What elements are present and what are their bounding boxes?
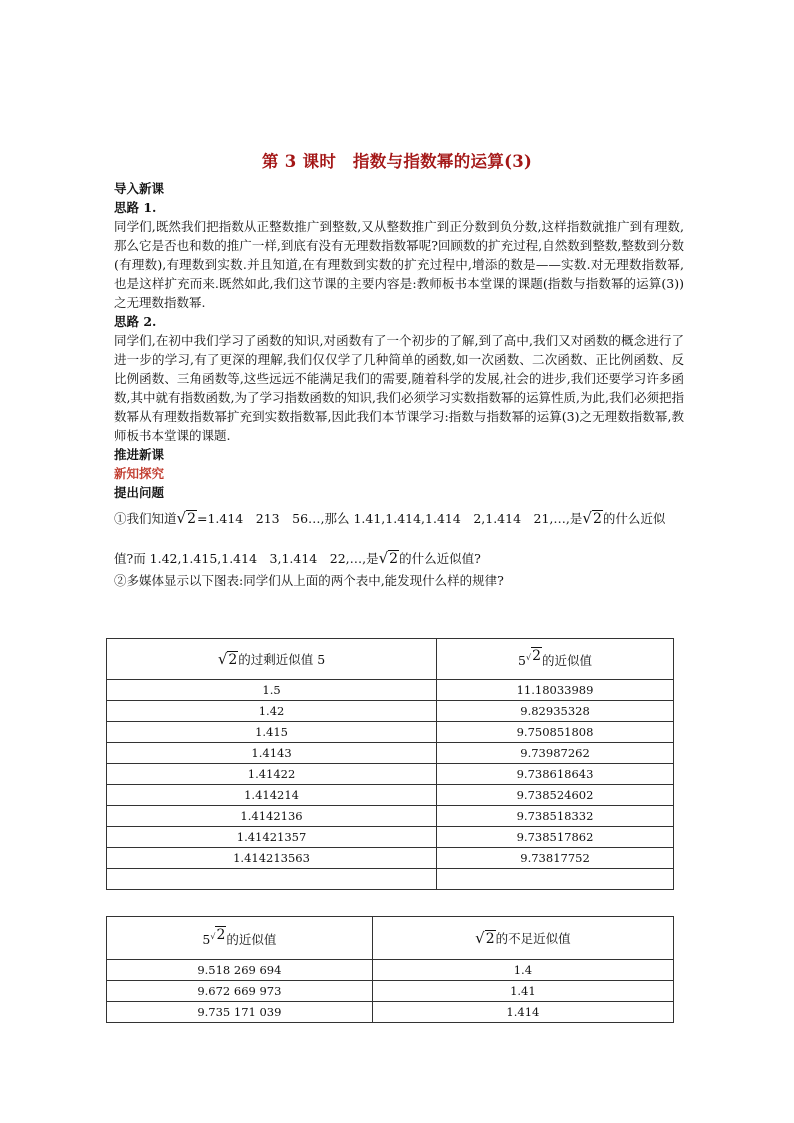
sqrt2-symbol: √2 [582,509,602,527]
table-cell [107,869,437,890]
table-cell: 1.414213563 [107,848,437,869]
explore-heading: 新知探究 [114,466,165,481]
sqrt2-symbol: √2 [176,509,196,527]
table-cell: 1.41422 [107,764,437,785]
q1-text-e: 的什么近似值? [399,551,481,566]
question-heading: 提出问题 [114,485,165,500]
question-2: ②多媒体显示以下图表:同学们从上面的两个表中,能发现什么样的规律? [114,573,504,588]
idea1-paragraph: 同学们,既然我们把指数从正整数推广到整数,又从整数推广到正分数到负分数,这样指数就推广到有理数,那么它是否也和数的推广一样,到底有没有无理数指数幂呢?回顾数的扩充过程,自然数到整数,整数到分数(有理数),有理数到实数.并且知道,在有理数到实数的扩充过程中,增添的数是——实数.对无理数指数幂,也是这样扩充而来.既然如此,我们这节课的主要内容是:教师板书本堂课的课题(指数与指数幂的运算(3))之无理数指数幂. [114,219,684,310]
sqrt2-symbol: √2 [378,549,399,567]
q1-text-b: =1.414 213 56…,那么 1.41,1.414,1.414 2,1.414 21,…,是 [197,511,583,526]
table-cell: 9.738524602 [437,785,674,806]
table-cell: 9.73817752 [437,848,674,869]
table-row [107,827,674,848]
idea2-paragraph: 同学们,在初中我们学习了函数的知识,对函数有了一个初步的了解,到了高中,我们又对函数的概念进行了进一步的学习,有了更深的理解,我们仅仅学了几种简单的函数,如一次函数、二次函数、正比例函数、反比例函数、三角函数等,这些远远不能满足我们的需要,随着科学的发展,社会的进步,我们还要学习许多函数,其中就有指数函数,为了学习指数函数的知识,我们必须学习实数指数幂的运算性质,为此,我们必须把指数幂从有理数指数幂扩充到实数指数幂,因此我们本节课学习:指数与指数幂的运算(3)之无理数指数幂,教师板书本堂课的课题. [114,333,684,443]
idea1-heading: 思路 1. [114,200,157,215]
table-cell: 9.738518332 [437,806,674,827]
table-row [107,701,674,722]
table-cell: 1.414 [372,1002,673,1023]
new-lesson-heading: 推进新课 [114,447,165,462]
table-row [107,764,674,785]
table-row [107,722,674,743]
table-row [107,1002,674,1023]
table-cell: 1.415 [107,722,437,743]
table-row [107,743,674,764]
table-row [107,680,674,701]
table-cell: 11.18033989 [437,680,674,701]
table-cell: 9.750851808 [437,722,674,743]
table-row [107,960,674,981]
q1-text-c: 的什么近似 [602,511,666,526]
intro-heading: 导入新课 [114,181,165,196]
table-cell: 9.82935328 [437,701,674,722]
table1-col1-header: √2的过剩近似值 5 [107,639,437,680]
idea2-heading: 思路 2. [114,314,157,329]
question-1-line-2 [114,548,684,569]
table2-col2-header: √2的不足近似值 [372,917,673,960]
lesson-content [114,179,684,591]
table-row-empty [107,869,674,890]
table-cell: 1.4142136 [107,806,437,827]
table-cell: 1.4143 [107,743,437,764]
table-row [107,848,674,869]
question-1-line-1 [114,508,684,529]
table-cell: 9.738517862 [437,827,674,848]
over-approximation-table [106,638,674,890]
table-cell: 9.735 171 039 [107,1002,373,1023]
table1-col2-header: $5^{√2}$的近似值 [437,639,674,680]
table-cell: 1.4 [372,960,673,981]
table-header-row [107,639,674,680]
page-title: 第 3 课时 指数与指数幂的运算(3) [261,152,533,171]
table-cell: 9.738618643 [437,764,674,785]
table-row [107,806,674,827]
table-header-row [107,917,674,960]
table2-col1-header: $5^{√2}$的近似值 [107,917,373,960]
table-cell: 1.414214 [107,785,437,806]
table-cell [437,869,674,890]
q1-text-d: 值?而 1.42,1.415,1.414 3,1.414 22,…,是 [114,551,379,566]
table-cell: 9.518 269 694 [107,960,373,981]
table-cell: 1.42 [107,701,437,722]
table-cell: 1.41421357 [107,827,437,848]
table-cell: 1.41 [372,981,673,1002]
table-row [107,785,674,806]
table-cell: 9.672 669 973 [107,981,373,1002]
q1-text-a: ①我们知道 [114,511,177,526]
under-approximation-table [106,916,674,1023]
table-cell: 9.73987262 [437,743,674,764]
table-row [107,981,674,1002]
table-cell: 1.5 [107,680,437,701]
